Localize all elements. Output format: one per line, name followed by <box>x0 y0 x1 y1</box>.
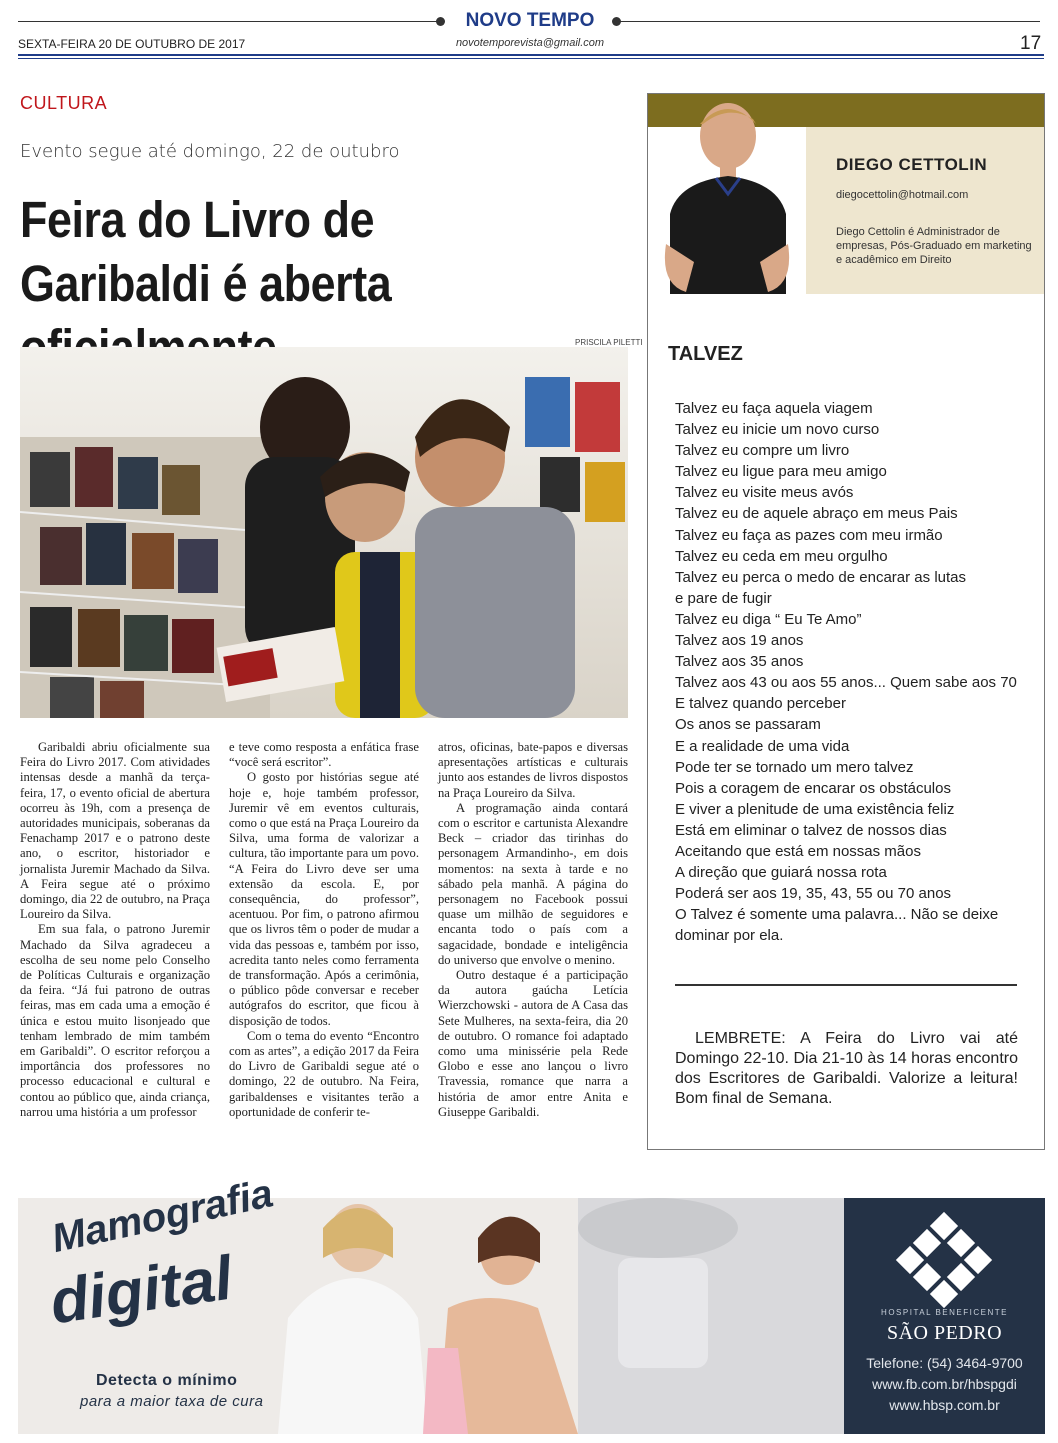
reminder-note: LEMBRETE: A Feira do Livro vai até Domingo 22-10. Dia 21-10 às 14 horas encontro dos Escritores de Garibaldi. Valorize a leitura! Bom final de Semana. <box>675 1030 1018 1107</box>
poem-line: Aceitando que está em nossas mãos <box>675 842 921 860</box>
paragraph: Em sua fala, o patrono Juremir Machado da Silva agradeceu a escolha de seu nome pelo Conselho de Políticas Culturais e organização da feira. “Já fui patrono de outras feiras, mas em cada uma a emoção é única e estou muito lisonjeado que tenham lembrado de mim também em Garibaldi”. O escritor reforçou a importância dos professores no processo educacional e cultural e contou ao público que, ainda criança, narrou uma história a um professor <box>20 922 210 1119</box>
article-column-3 <box>438 740 628 1120</box>
poem-line: Talvez eu perca o medo de encarar as lutas <box>675 568 966 586</box>
poem-line: Talvez eu compre um livro <box>675 442 850 460</box>
poem-line: Está em eliminar o talvez de nossos dias <box>675 821 947 839</box>
poem-body <box>675 398 1035 946</box>
poem-line: Pode ter se tornado um mero talvez <box>675 758 914 776</box>
newspaper-email: novotemporevista@gmail.com <box>455 37 605 49</box>
paragraph: atros, oficinas, bate-papos e diversas apresentações artísticas e culturais junto aos estandes de livros dispostos na Praça Loureiro da Silva. <box>438 740 628 800</box>
ad-tagline: Detecta o mínimo <box>96 1372 238 1389</box>
poem-line: E talvez quando perceber <box>675 695 846 713</box>
poem-divider <box>675 984 1017 986</box>
author-photo <box>648 94 806 294</box>
poem-line: E viver a plenitude de uma existência feliz <box>675 800 955 818</box>
issue-date: SEXTA-FEIRA 20 DE OUTUBRO DE 2017 <box>18 37 246 51</box>
author-bio: Diego Cettolin é Administrador de empresas, Pós-Graduado em marketing e acadêmico em Direito <box>836 226 1032 266</box>
article-photo <box>20 347 628 718</box>
hospital-name: SÃO PEDRO <box>886 1322 1003 1344</box>
book-fair-photo-illustration <box>20 347 628 718</box>
poem-line: Talvez eu ligue para meu amigo <box>675 463 887 481</box>
article-kicker: Evento segue até domingo, 22 de outubro <box>20 141 400 162</box>
masthead-rule-right <box>620 21 1040 22</box>
poem-line: e pare de fugir <box>675 589 772 607</box>
author-info-panel <box>806 127 1044 294</box>
article-column-1 <box>20 740 210 1120</box>
poem-line: Talvez eu faça as pazes com meu irmão <box>675 526 943 544</box>
poem-line: A direção que guiará nossa rota <box>675 864 887 882</box>
ad-title-line-1: Mamografia <box>48 1171 277 1262</box>
paragraph: O gosto por histórias segue até hoje e, hoje também professor, Juremir vê em eventos culturais, como o que está na Praça Loureiro da Silva, uma forma de valorizar a cultura, tão importante para um povo. “A Feira do Livro deve ser uma extensão da escola. E, por consequência, do professor”, acentuou. Por fim, o patrono afirmou que os livros têm o poder de mudar a vida das pessoas e, também por isso, acredita tanto neles como ferramenta de transformação. Após a cerimônia, o público pôde conversar e receber autógrafos do escritor, que ficou à disposição de todos. <box>229 770 419 1028</box>
page-number: 17 <box>1020 33 1042 54</box>
poem-line: Talvez eu diga “ Eu Te Amo” <box>675 610 862 628</box>
poem-line: dominar por ela. <box>675 927 784 945</box>
newspaper-title: NOVO TEMPO <box>465 10 595 31</box>
article-column-2 <box>229 740 419 1120</box>
author-email[interactable]: diegocettolin@hotmail.com <box>836 189 969 201</box>
header-divider <box>18 54 1044 56</box>
poem-line: Talvez eu visite meus avós <box>675 484 854 502</box>
header-divider-thin <box>18 58 1044 59</box>
hospital-cross-logo-icon <box>844 1198 1045 1308</box>
section-label: CULTURA <box>20 93 108 113</box>
paragraph: e teve como resposta a enfática frase “você será escritor”. <box>229 740 419 770</box>
paragraph: Outro destaque é a participação da autora gaúcha Letícia Wierzchowski - autora de A Casa das Sete Mulheres, na sexta-feira, dia 20 de outubro. O romance foi adaptado como uma minissérie pela Rede Globo e esse ano lançou o livro Travessia, romance que narra a história de amor entre Anita e Giuseppe Garibaldi. <box>438 968 628 1119</box>
poem-line: E a realidade de uma vida <box>675 737 850 755</box>
ad-subtagline: para a maior taxa de cura <box>80 1393 264 1410</box>
hospital-phone[interactable]: Telefone: (54) 3464-9700 <box>866 1355 1023 1371</box>
masthead-rule-left <box>18 21 438 22</box>
author-portrait-icon <box>648 94 806 294</box>
author-name: DIEGO CETTOLIN <box>836 155 988 174</box>
photo-credit: PRISCILA PILETTI <box>575 338 643 347</box>
paragraph: Com o tema do evento “Encontro com as artes”, a edição 2017 da Feira do Livro de Garibaldi segue até o domingo, 22 de outubro. Na Feira, garibaldenses e visitantes terão a oportunidade de conferir te- <box>229 1028 419 1119</box>
poem-line: Talvez eu ceda em meu orgulho <box>675 547 888 565</box>
poem-line: Os anos se passaram <box>675 716 821 734</box>
poem-line: Talvez aos 19 anos <box>675 632 804 650</box>
hospital-label: HOSPITAL BENEFICENTE <box>881 1308 1008 1317</box>
hospital-website-link[interactable]: www.hbsp.com.br <box>889 1397 1000 1413</box>
poem-line: Poderá ser aos 19, 35, 43, 55 ou 70 anos <box>675 885 952 903</box>
article-headline: Feira do Livro de Garibaldi é aberta <box>20 191 392 312</box>
poem-line: Talvez eu de aquele abraço em meus Pais <box>675 505 958 523</box>
poem-line: Talvez aos 43 ou aos 55 anos... Quem sabe aos 70 <box>675 674 1017 692</box>
paragraph: Garibaldi abriu oficialmente sua Feira do Livro 2017. Com atividades intensas desde a manhã da terça-feira, 17, o evento oficial de abertura ocorreu às 19h, com a presença de autoridades municipais, soberanas da Fenachamp 2017 e o patrono deste ano, o escritor, historiador e jornalista Juremir Machado da Silva. A Feira segue até o próximo domingo, dia 22 de outubro, na Praça Loureiro da Silva. <box>20 740 210 922</box>
poem-line: Talvez aos 35 anos <box>675 653 804 671</box>
paragraph: A programação ainda contará com o escritor e cartunista Alexandre Beck – criador das tirinhas do personagem Armandinho-, em dois momentos: na sexta à tarde e no sábado pela manhã. A página do personagem no Facebook possui quase um milhão de seguidores e encanta todo o país com a sagacidade, bondade e inteligência do universo que envolve o menino. <box>438 800 628 967</box>
poem-line: Talvez eu inicie um novo curso <box>675 421 880 439</box>
poem-line: Talvez eu faça aquela viagem <box>675 400 873 417</box>
poem-line: O Talvez é somente uma palavra... Não se deixe <box>675 906 999 924</box>
poem-title: TALVEZ <box>668 343 743 365</box>
ad-title-line-2: digital <box>46 1243 237 1338</box>
hospital-facebook-link[interactable]: www.fb.com.br/hbspgdi <box>872 1376 1017 1392</box>
poem-line: Pois a coragem de encarar os obstáculos <box>675 779 951 797</box>
